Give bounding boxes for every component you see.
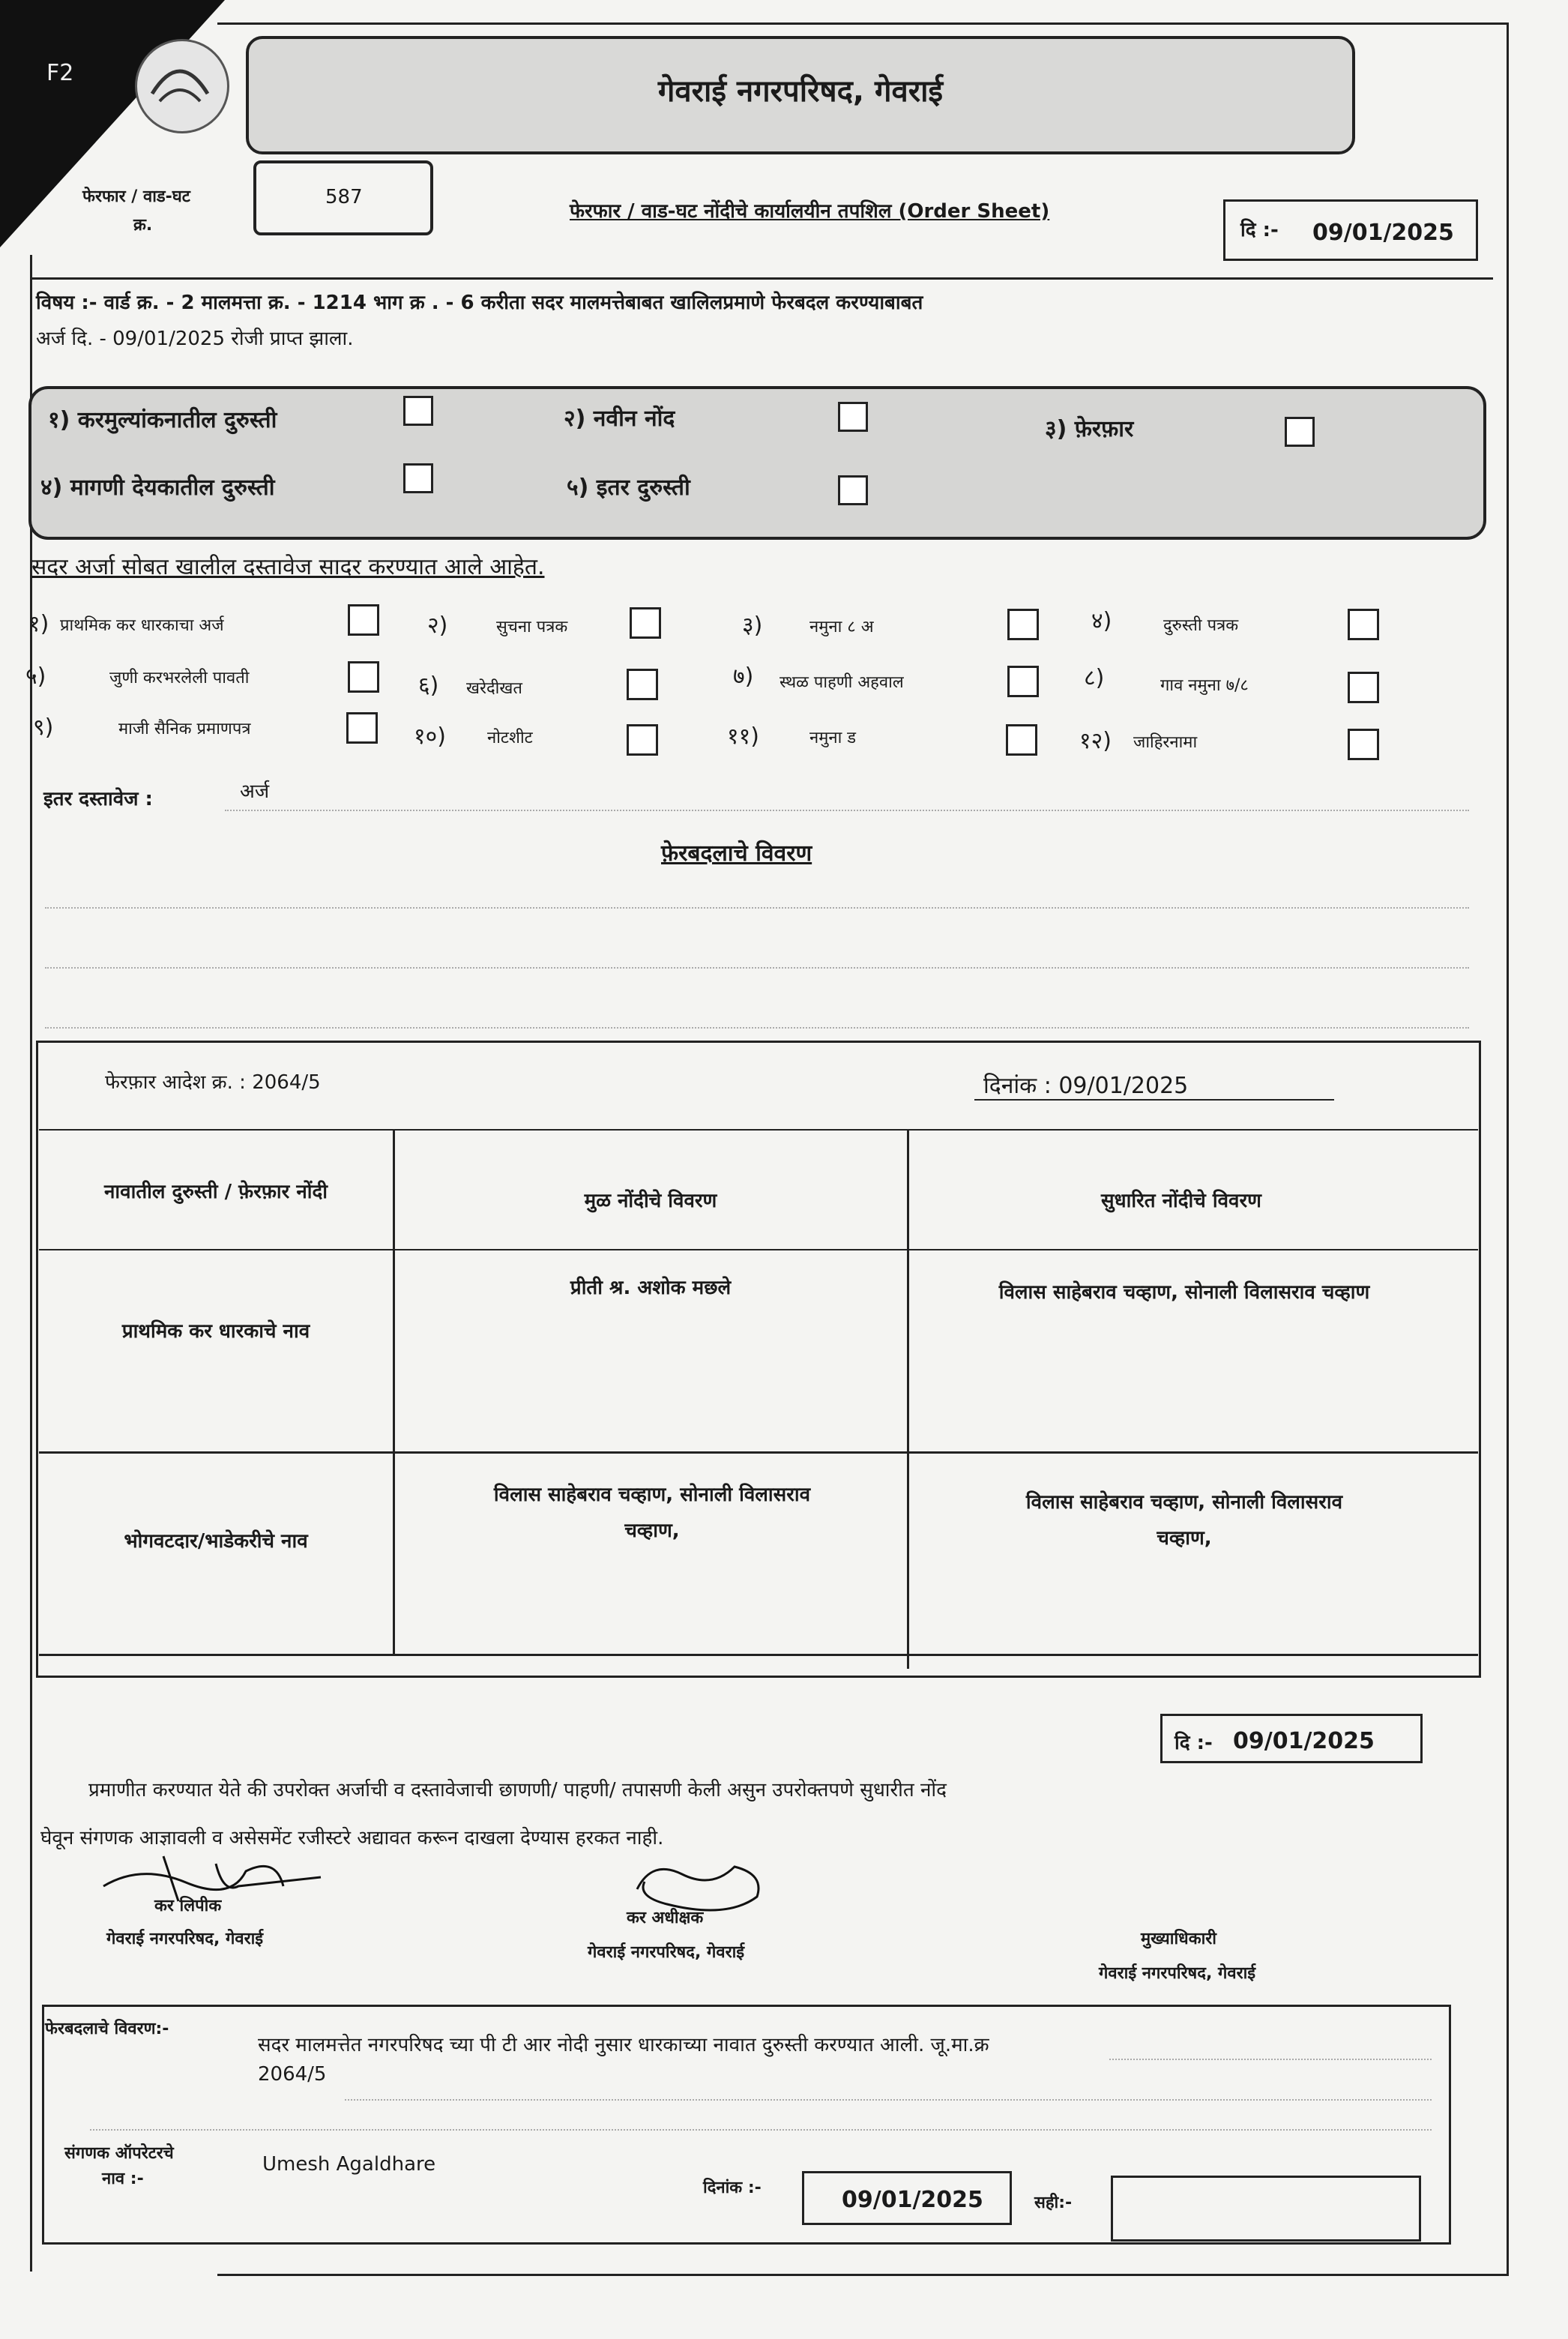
subject-line2: अर्ज दि. - 09/01/2025 रोजी प्राप्त झाला. [36,328,354,350]
doc-num-1: १) [28,611,49,637]
doc-checkbox-8[interactable] [1348,672,1379,703]
doc-checkbox-12[interactable] [1348,729,1379,760]
doc-label-4: दुरुस्ती पत्रक [1163,616,1239,635]
footer-change-label: फेरबदलाचे विवरण:- [45,2020,169,2038]
doc-checkbox-7[interactable] [1007,666,1039,697]
footer-change-line2: 2064/5 [258,2063,327,2086]
doc-num-12: १२) [1079,728,1112,754]
doc-label-8: गाव नमुना ७/८ [1160,676,1249,695]
table-rule [39,1249,1478,1250]
doc-num-7: ७) [733,663,754,690]
doc-checkbox-2[interactable] [630,607,661,639]
type-label-5: ५) इतर दुरुस्ती [567,475,690,501]
order-date: दिनांक : 09/01/2025 [983,1073,1189,1099]
row-original-2: विलास साहेबराव चव्हाण, सोनाली विलासराव चव्हाण, [493,1484,811,1542]
row-label-1: प्राथमिक कर धारकाचे नाव [121,1320,310,1343]
doc-num-2: २) [427,612,448,639]
change-desc-heading: फ़ेरबदलाचे विवरण [661,840,812,867]
date-top-value: 09/01/2025 [1312,220,1454,246]
row-revised-1: विलास साहेबराव चव्हाण, सोनाली विलासराव चव्हाण [998,1281,1370,1304]
doc-checkbox-1[interactable] [348,604,379,636]
type-checkbox-3[interactable] [1285,417,1315,447]
date-top-box [1223,199,1478,261]
type-checkbox-2[interactable] [838,402,868,432]
doc-label-11: नमुना ड [809,729,857,747]
footer-date-box [802,2171,1012,2225]
table-col-rule [907,1129,909,1669]
doc-num-6: ६) [418,672,439,699]
operator-label-line1: संगणक ऑपरेटरचे [64,2144,174,2163]
row-revised-2: विलास साहेबराव चव्हाण, सोनाली विलासराव चव्हाण, [1025,1491,1343,1550]
type-checkbox-4[interactable] [403,463,433,493]
doc-num-10: १०) [414,723,446,750]
doc-checkbox-11[interactable] [1006,724,1037,756]
certification-line1: प्रमाणीत करण्यात येते की उपरोक्त अर्जाची व दस्तावेजाची छाणणी/ पाहणी/ तपासणी केली असुन उपरोक्तपणे सुधारीत नोंद [88,1779,947,1801]
operator-label-line2: नाव :- [102,2170,144,2188]
subject-line1: विषय :- वार्ड क्र. - 2 मालमत्ता क्र. - 1214 भाग क्र . - 6 करीता सदर मालमत्तेबाबत खालिलप्रमाणे फेरबदल करण्याबाबत [36,292,923,314]
sign-office-1: गेवराई नगरपरिषद, गेवराई [106,1930,264,1948]
other-docs-label: इतर दस्तावेज : [43,788,153,810]
doc-label-12: जाहिरनामा [1133,733,1198,752]
ref-label-line1: फेरफार / वाड-घट [82,187,190,206]
doc-label-2: सुचना पत्रक [496,618,568,636]
type-label-1: १) करमुल्यांकनातील दुरुस्ती [48,407,277,433]
row-label-2: भोगवटदार/भाडेकरीचे नाव [124,1530,308,1553]
sign-title-3: मुख्याधिकारी [1141,1930,1217,1948]
ref-number: 587 [325,186,363,208]
doc-num-11: ११) [727,723,759,750]
corner-label: F2 [46,60,74,86]
sign-office-3: गेवराई नगरपरिषद, गेवराई [1099,1964,1256,1983]
page-title: गेवराई नगरपरिषद, गेवराई [657,74,944,109]
doc-checkbox-6[interactable] [627,669,658,700]
doc-checkbox-4[interactable] [1348,609,1379,640]
date-mid-box [1160,1714,1423,1763]
doc-num-3: ३) [742,612,763,639]
doc-label-7: स्थळ पाहणी अहवाल [780,673,904,692]
sign-title-2: कर अधीक्षक [627,1909,704,1927]
doc-checkbox-3[interactable] [1007,609,1039,640]
blank-line [90,2129,1432,2131]
sheet-title: फेरफार / वाड-घट नोंदीचे कार्यालयीन तपशिल (Order Sheet) [570,200,1050,223]
type-label-4: ४) मागणी देयकातील दुरुस्ती [40,475,275,501]
blank-line [1109,2059,1432,2060]
table-rule [39,1451,1478,1454]
doc-label-10: नोटशीट [487,729,533,747]
order-date-underline [974,1099,1334,1101]
sign-title-1: कर लिपीक [154,1897,222,1915]
table-rule [39,1654,1478,1656]
table-rule [39,1129,1478,1131]
order-table [36,1041,1481,1678]
blank-line [45,1027,1469,1029]
table-header-1: नावातील दुरुस्ती / फ़ेरफ़ार नोंदी [103,1181,328,1203]
doc-num-5: ५) [25,663,46,690]
doc-checkbox-9[interactable] [346,712,378,744]
table-col-rule [393,1129,395,1654]
other-docs-value: अर्ज [240,780,270,803]
certification-line2: घेवून संगणक आज्ञावली व असेसमेंट रजीस्टरे अद्यावत करून दाखला देण्यास हरकत नाही. [40,1827,664,1849]
date-top-label: दि :- [1240,219,1279,241]
blank-line [45,907,1469,909]
footer-sign-label: सही:- [1034,2194,1073,2212]
table-header-2: मुळ नोंदीचे विवरण [584,1190,717,1212]
order-number: फेरफ़ार आदेश क्र. : 2064/5 [105,1071,321,1094]
blank-line [345,2099,1432,2101]
doc-label-3: नमुना ८ अ [809,618,874,636]
footer-date-value: 09/01/2025 [842,2187,983,2213]
date-mid-value: 09/01/2025 [1233,1728,1375,1754]
blank-line [45,967,1469,969]
doc-label-1: प्राथमिक कर धारकाचा अर्ज [60,616,224,635]
doc-checkbox-5[interactable] [348,661,379,693]
table-header-3: सुधारित नोंदीचे विवरण [1101,1190,1261,1212]
documents-heading: सदर अर्जा सोबत खालील दस्तावेज सादर करण्यात आले आहेत. [31,554,545,580]
date-mid-label: दि :- [1175,1732,1213,1754]
doc-num-4: ४) [1091,608,1112,634]
doc-label-5: जुणी करभरलेली पावती [109,669,250,687]
doc-num-8: ८) [1084,665,1105,691]
municipal-logo [135,39,229,133]
ref-number-box [253,160,433,235]
footer-change-line1: सदर मालमत्तेत नगरपरिषद च्या पी टी आर नोदी नुसार धारकाच्या नावात दुरुस्ती करण्यात आली. जू.मा.क्र [258,2034,989,2056]
doc-checkbox-10[interactable] [627,724,658,756]
doc-label-9: माजी सैनिक प्रमाणपत्र [118,720,251,738]
doc-label-6: खरेदीखत [466,679,522,698]
header-banner [246,36,1355,154]
footer-date-label: दिनांक :- [703,2179,762,2197]
type-label-3: ३) फ़ेरफ़ार [1045,416,1134,442]
other-docs-line [225,810,1469,811]
divider [31,277,1493,280]
footer-sign-box[interactable] [1111,2176,1421,2242]
type-label-2: २) नवीन नोंद [564,406,675,432]
doc-num-9: ९) [33,714,54,741]
type-checkbox-5[interactable] [838,475,868,505]
ref-label-line2: क्र. [133,216,153,235]
type-checkbox-1[interactable] [403,396,433,426]
sign-office-2: गेवराई नगरपरिषद, गेवराई [588,1943,745,1962]
row-original-1: प्रीती श्र. अशोक मछले [570,1277,732,1299]
operator-name: Umesh Agaldhare [262,2153,436,2176]
